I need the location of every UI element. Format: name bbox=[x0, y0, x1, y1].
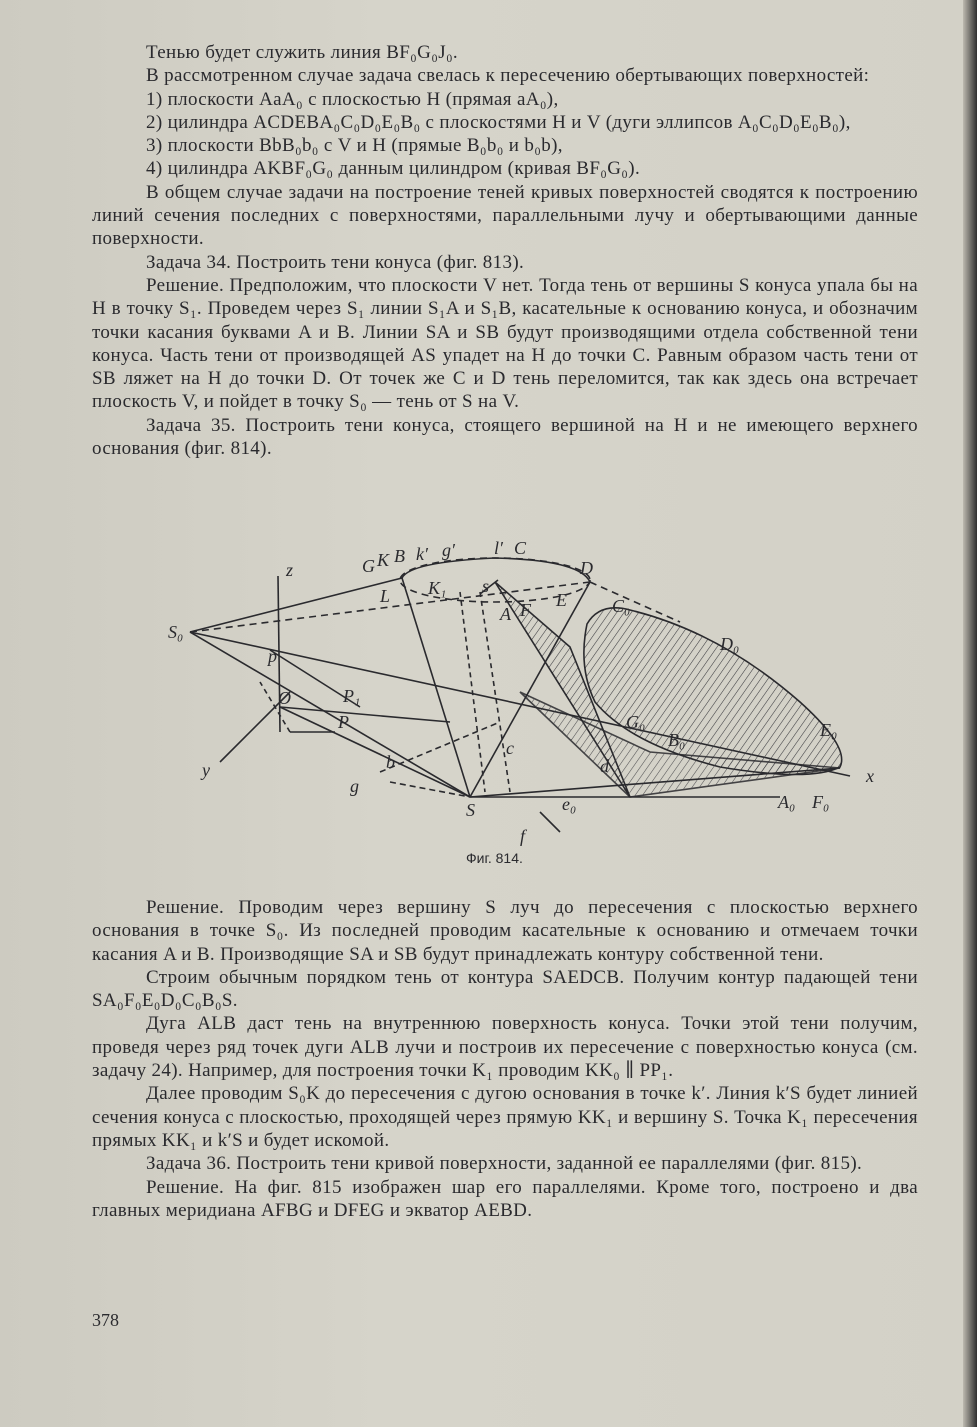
list-item: 4) цилиндра AKBF₀G₀ данным цилиндром (кривая BF₀G₀). bbox=[146, 158, 641, 180]
figure-label: d bbox=[600, 756, 609, 776]
figure-label: G bbox=[362, 556, 375, 576]
figure-label: p bbox=[268, 646, 277, 666]
figure-label: S bbox=[466, 800, 475, 820]
paragraph: Решение. На фиг. 815 изображен шар его параллелями. Кроме того, построено и два главных меридиана AFBG и DFEG и экватор AEBD. bbox=[92, 1176, 918, 1221]
figure-label: B bbox=[394, 546, 405, 566]
figure-label: g bbox=[350, 776, 359, 796]
figure-label: g′ bbox=[442, 540, 455, 560]
book-binding-edge bbox=[963, 0, 977, 1427]
figure-label: k′ bbox=[416, 544, 428, 564]
figure-label: G₀ bbox=[626, 712, 646, 732]
text-block-top bbox=[92, 41, 918, 460]
figure-label: E bbox=[556, 590, 567, 610]
paragraph: Далее проводим S₀K до пересечения с дугою основания в точке k′. Линия k′S будет линией сечения конуса с плоскостью, проходящей через прямую KK₁ и вершину S. Точка K₁ пересечения прямых KK₁ и k′S и будет искомой. bbox=[92, 1083, 918, 1151]
figure-label: E₀ bbox=[820, 720, 838, 740]
task-heading: Задача 36. Построить тени кривой поверхности, заданной ее параллелями (фиг. 815). bbox=[146, 1153, 863, 1175]
figure-caption: Фиг. 814. bbox=[466, 850, 523, 866]
figure-label: D bbox=[580, 558, 593, 578]
figure-label: f bbox=[520, 826, 526, 846]
paragraph: Дуга ALB даст тень на внутреннюю поверхность конуса. Точки этой тени получим, проведя через ряд точек дуги ALB лучи и построив их пересечение с поверхностью конуса (см. задачу 24). Например, для построения точки K₁ проводим KK₀ ∥ PP₁. bbox=[92, 1013, 918, 1082]
paragraph: Строим обычным порядком тень от контура SAEDCB. Получим контур падающей тени SA₀F₀E₀D₀C₀B₀S. bbox=[92, 966, 918, 1012]
figure-label: D₀ bbox=[720, 634, 740, 654]
figure-label: z bbox=[286, 560, 294, 580]
task-heading: Задача 35. Построить тени конуса, стоящего вершиной на H и не имеющего верхнего основания (фиг. 814). bbox=[92, 414, 918, 460]
figure-label: P₁ bbox=[343, 686, 361, 706]
figure-label: x bbox=[866, 766, 874, 786]
figure-label: F bbox=[520, 600, 531, 620]
list-item: 2) цилиндра ACDEBA₀C₀D₀E₀B₀ с плоскостями H и V (дуги эллипсов A₀C₀D₀E₀B₀), bbox=[146, 111, 851, 133]
figure-label: B₀ bbox=[668, 730, 686, 750]
text-block-bottom bbox=[92, 896, 918, 1222]
figure-label: A bbox=[500, 604, 511, 624]
figure-label: F₀ bbox=[812, 792, 830, 812]
paragraph: Тенью будет служить линия BF₀G₀J₀. bbox=[146, 42, 459, 63]
figure-label: c bbox=[506, 738, 514, 758]
figure-label: O bbox=[278, 688, 291, 708]
paragraph: Решение. Предположим, что плоскости V нет. Тогда тень от вершины S конуса упала бы на H в точку S₁. Проведем через S₁ линии S₁A и S₁B, касательные к основанию конуса, и обозначим точки касания буквами A и B. Линии SA и SB будут производящими отдела собственной тени конуса. Часть тени от производящей AS упадет на H до точки C. Равным образом часть тени от SB ляжет на H до точки D. От точек же C и D тень переломится, так как здесь она встречает плоскость V, и пойдет в точку S₀ — тень от S на V. bbox=[92, 274, 918, 413]
task-heading: Задача 34. Построить тени конуса (фиг. 813). bbox=[146, 251, 525, 273]
list-item: 3) плоскости BbB₀b₀ с V и H (прямые B₀b₀ и b₀b), bbox=[146, 135, 563, 157]
figure-label: C bbox=[514, 538, 527, 558]
paragraph: В общем случае задачи на построение теней кривых поверхностей сводятся к построению линий сечения последних с поверхностями, параллельными лучу и обертывающими данные поверхности. bbox=[92, 181, 918, 250]
figure-label: y bbox=[202, 760, 210, 780]
paragraph: В рассмотренном случае задача свелась к пересечению обертывающих поверхностей: bbox=[146, 65, 870, 87]
page-number: 378 bbox=[92, 1310, 119, 1330]
figure-label: l′ bbox=[494, 538, 503, 558]
paragraph: Решение. Проводим через вершину S луч до пересечения с плоскостью верхнего основания в точке S₀. Из последней проводим касательные к основанию и отмечаем точки касания A и B. Производящие SA и SB будут принадлежать контуру собственной тени. bbox=[92, 897, 918, 965]
figure-label: s bbox=[482, 576, 490, 596]
figure-814-cone-shadow bbox=[160, 532, 900, 877]
figure-label: K₁ bbox=[428, 578, 447, 598]
figure-label: K bbox=[377, 550, 390, 570]
figure-label: e₀ bbox=[562, 794, 577, 814]
figure-label: A₀ bbox=[778, 792, 796, 812]
list-item: 1) плоскости AaA₀ с плоскостью H (прямая aA₀), bbox=[146, 88, 559, 110]
figure-label: C₀ bbox=[612, 596, 631, 616]
figure-label: b bbox=[386, 752, 395, 772]
figure-label: L bbox=[380, 586, 391, 606]
figure-label: P bbox=[338, 712, 349, 732]
figure-label: S₀ bbox=[168, 622, 184, 642]
